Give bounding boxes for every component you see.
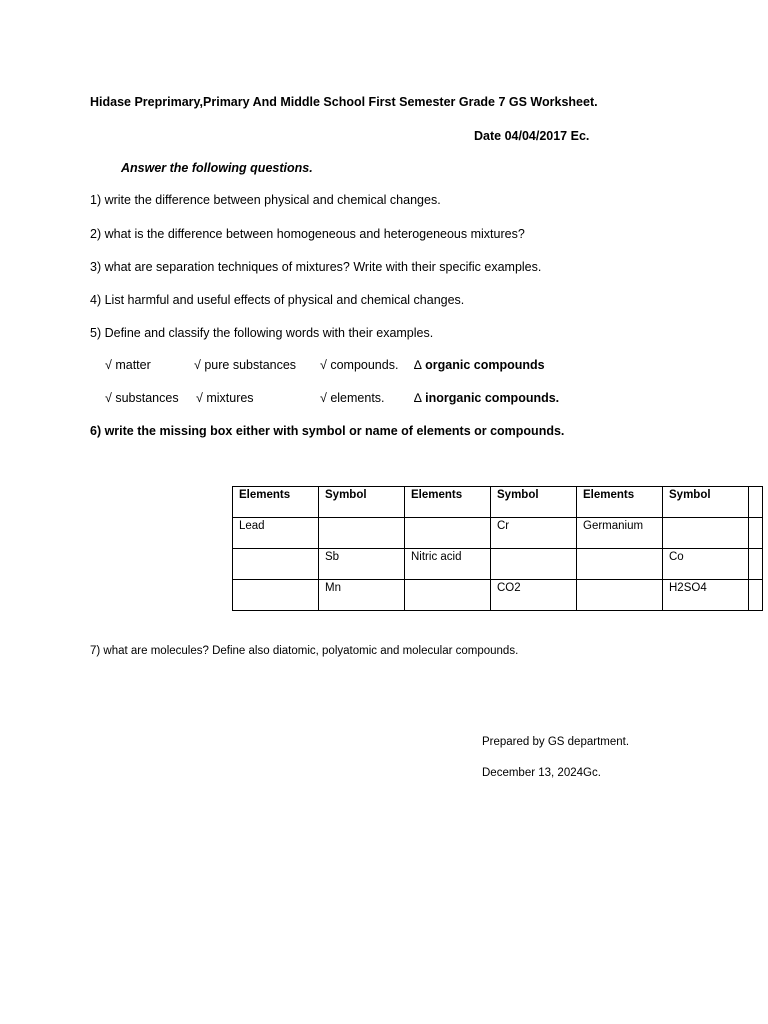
delta-mark: ∆ [414, 358, 426, 372]
table-extra-cell [749, 549, 763, 580]
question-2: 2) what is the difference between homogeneous and heterogeneous mixtures? [90, 227, 525, 241]
table-cell: Lead [233, 518, 319, 549]
term-organic-compounds [414, 357, 545, 373]
question-7: 7) what are molecules? Define also diatomic, polyatomic and molecular compounds. [90, 645, 519, 657]
table-row [233, 549, 763, 580]
term-organic-label: organic compounds [425, 358, 545, 372]
worksheet-title: Hidase Preprimary,Primary And Middle School First Semester Grade 7 GS Worksheet. [90, 95, 598, 109]
prepared-by: Prepared by GS department. [482, 736, 630, 748]
term-substances: √ substances [105, 391, 179, 405]
table-header-cell: Symbol [491, 487, 577, 518]
term-compounds: √ compounds. [320, 358, 399, 372]
question-4: 4) List harmful and useful effects of physical and chemical changes. [90, 293, 465, 307]
question-5: 5) Define and classify the following words with their examples. [90, 326, 434, 340]
term-inorganic-compounds [414, 390, 559, 406]
table-row [233, 580, 763, 611]
table-cell [319, 518, 405, 549]
term-matter: √ matter [105, 358, 151, 372]
table-header-cell: Symbol [663, 487, 749, 518]
worksheet-date: Date 04/04/2017 Ec. [474, 129, 590, 143]
table-header-cell: Elements [405, 487, 491, 518]
table-cell [405, 580, 491, 611]
question-6: 6) write the missing box either with symbol or name of elements or compounds. [90, 424, 565, 438]
question-1: 1) write the difference between physical and chemical changes. [90, 193, 441, 207]
table-header-cell: Elements [577, 487, 663, 518]
table-cell: Nitric acid [405, 549, 491, 580]
table-cell: Sb [319, 549, 405, 580]
term-pure-substances: √ pure substances [194, 358, 297, 372]
table-cell: Cr [491, 518, 577, 549]
table-cell [233, 580, 319, 611]
table-cell: Germanium [577, 518, 663, 549]
table-cell: H2SO4 [663, 580, 749, 611]
table-header-cell: Elements [233, 487, 319, 518]
table-cell [405, 518, 491, 549]
instruction-heading: Answer the following questions. [121, 161, 313, 175]
table-extra-cell [749, 580, 763, 611]
table-cell [663, 518, 749, 549]
table-cell: CO2 [491, 580, 577, 611]
elements-table [232, 486, 763, 611]
table-extra-cell [749, 487, 763, 518]
footer-date: December 13, 2024Gc. [482, 767, 601, 779]
table-header-row [233, 487, 763, 518]
table-cell [233, 549, 319, 580]
term-mixtures: √ mixtures [196, 391, 254, 405]
table-row [233, 518, 763, 549]
term-inorganic-label: inorganic compounds. [425, 391, 560, 405]
table-cell [577, 549, 663, 580]
table-cell [491, 549, 577, 580]
table-extra-cell [749, 518, 763, 549]
delta-mark: ∆ [414, 391, 426, 405]
table-cell [577, 580, 663, 611]
table-header-cell: Symbol [319, 487, 405, 518]
question-3: 3) what are separation techniques of mixtures? Write with their specific examples. [90, 260, 542, 274]
table-cell: Mn [319, 580, 405, 611]
table-cell: Co [663, 549, 749, 580]
term-elements: √ elements. [320, 391, 385, 405]
